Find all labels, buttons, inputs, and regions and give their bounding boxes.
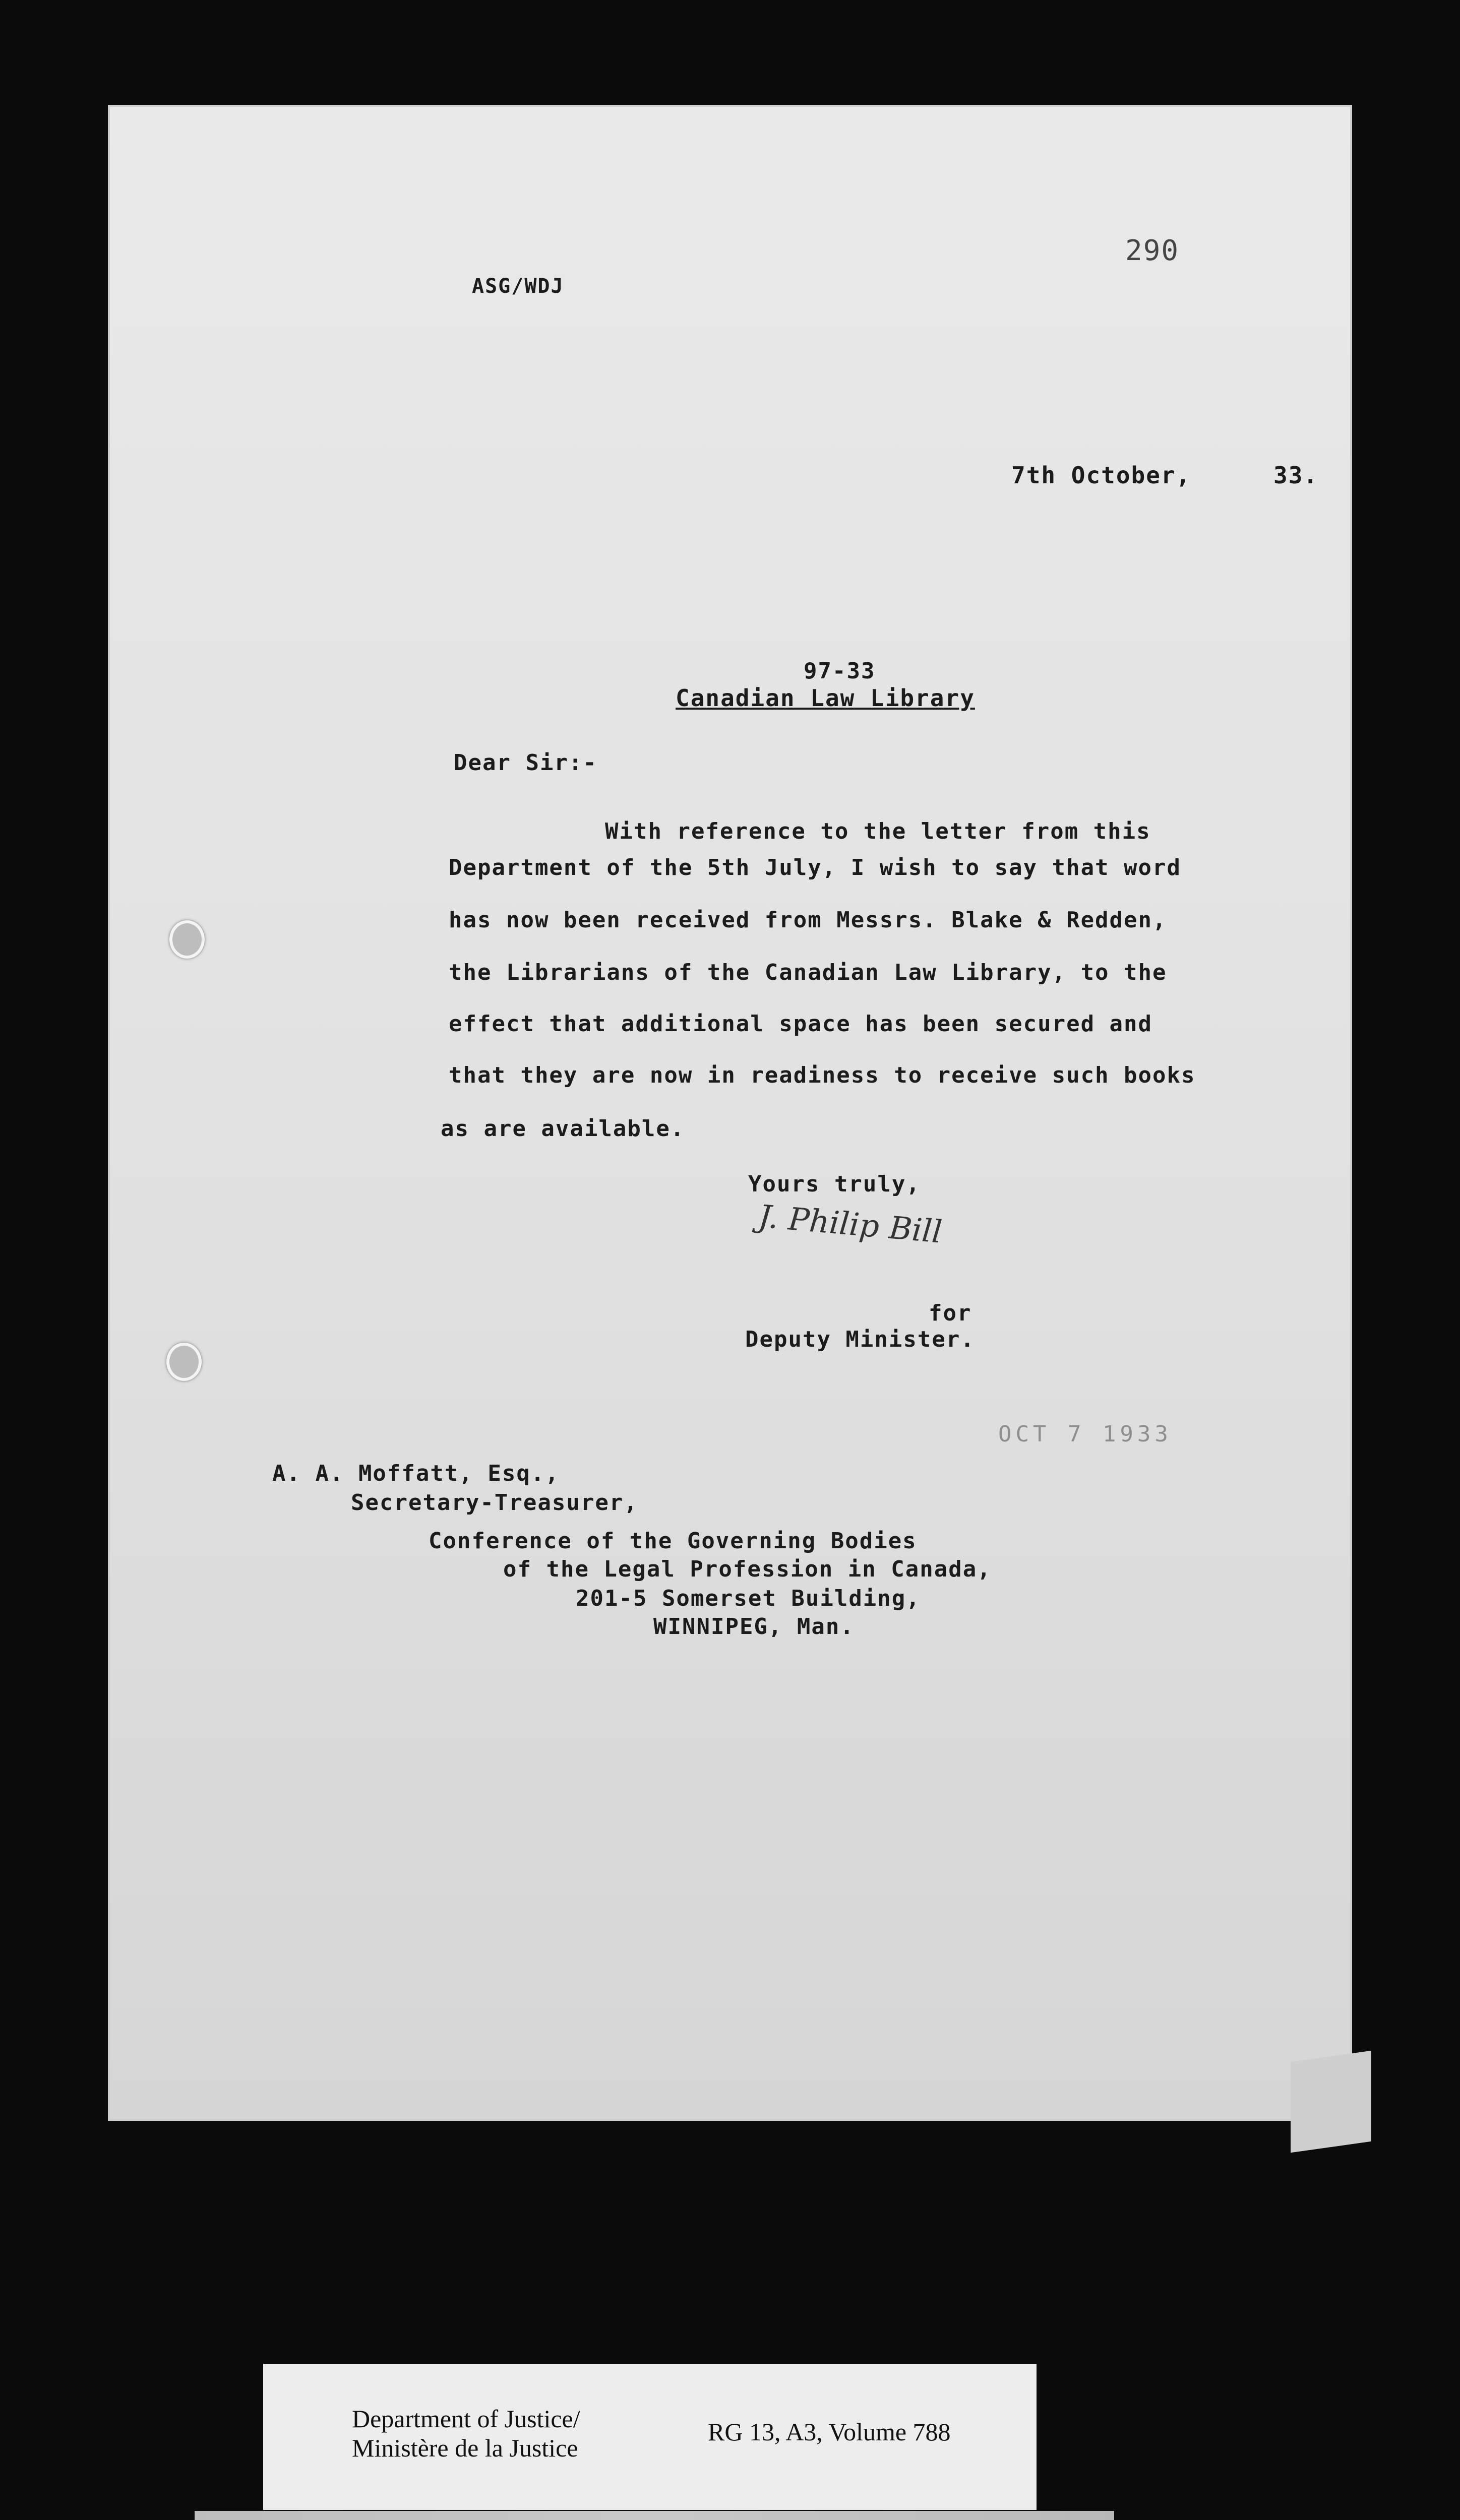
closing: Yours truly, [748, 1171, 921, 1197]
recipient-organization: Conference of the Governing Bodies [429, 1528, 917, 1554]
received-date-stamp: OCT 7 1933 [998, 1421, 1172, 1447]
page-corner-edge [1291, 2051, 1371, 2153]
recipient-organization-2: of the Legal Profession in Canada, [503, 1556, 992, 1582]
letter-date: 7th October, [1011, 462, 1191, 489]
body-line: that they are now in readiness to receive such books [449, 1062, 1196, 1088]
body-line: Department of the 5th July, I wish to say that word [449, 855, 1182, 880]
department-english: Department of Justice/ [352, 2405, 580, 2433]
salutation: Dear Sir:- [454, 750, 597, 776]
body-line: With reference to the letter from this [605, 818, 1151, 844]
public-archives-stamp [195, 2511, 1114, 2520]
punch-hole [169, 920, 205, 959]
letter-page [108, 105, 1352, 2121]
signature: J. Philip Bill [757, 1198, 944, 1250]
file-number: 97-33 [804, 658, 876, 684]
punch-hole [166, 1343, 202, 1381]
for-text: for [929, 1300, 972, 1326]
body-line: as are available. [441, 1116, 685, 1142]
recipient-name: A. A. Moffatt, Esq., [272, 1461, 560, 1486]
body-line: has now been received from Messrs. Blake & Redden, [449, 907, 1167, 933]
archive-reference-label [263, 2364, 1037, 2510]
department-french: Ministère de la Justice [352, 2434, 578, 2462]
signer-title: Deputy Minister. [745, 1327, 975, 1352]
recipient-city: WINNIPEG, Man. [653, 1614, 855, 1640]
recipient-address: 201-5 Somerset Building, [576, 1586, 921, 1611]
subject-heading: Canadian Law Library [676, 684, 975, 712]
letter-year: 33. [1273, 462, 1319, 489]
page-number: 290 [1125, 234, 1180, 267]
reference-initials: ASG/WDJ [472, 275, 564, 298]
archive-reference: RG 13, A3, Volume 788 [708, 2418, 951, 2446]
body-line: the Librarians of the Canadian Law Library, to the [449, 960, 1167, 985]
recipient-title: Secretary-Treasurer, [351, 1490, 638, 1516]
body-line: effect that additional space has been secured and [449, 1011, 1153, 1037]
